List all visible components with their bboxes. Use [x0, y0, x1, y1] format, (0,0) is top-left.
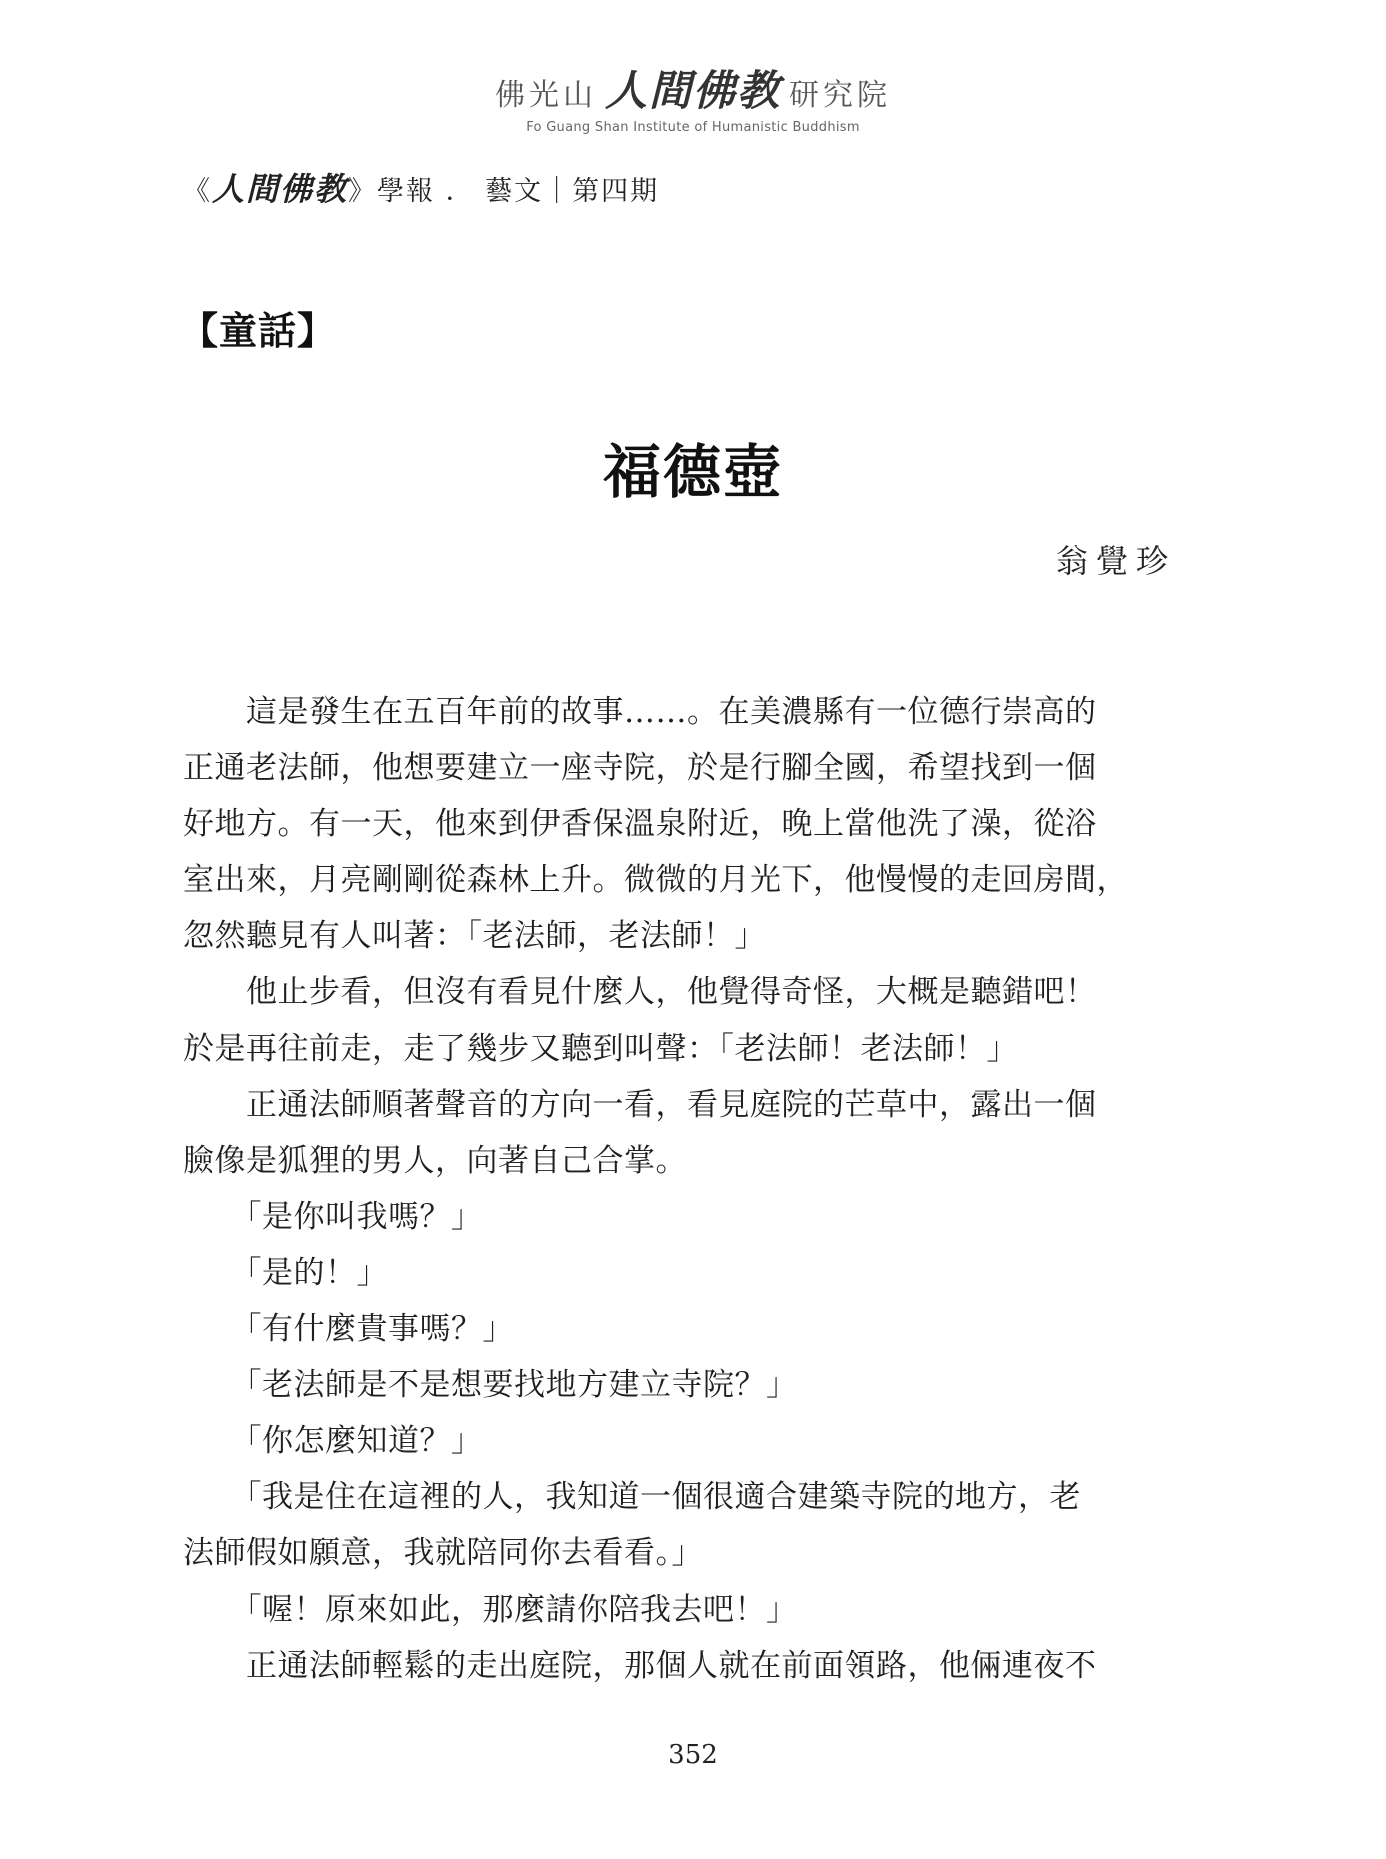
- journal-section-issue: 》學報 ． 藝文｜第四期: [348, 176, 660, 207]
- body-line: 臉像是狐狸的男人，向著自己合掌。: [183, 1142, 687, 1179]
- body-line: 室出來，月亮剛剛從森林上升。微微的月光下，他慢慢的走回房間，: [183, 862, 1128, 899]
- body-line: 他止步看，但沒有看見什麼人，他覺得奇怪，大概是聽錯吧！: [183, 974, 1097, 1011]
- page-number: 352: [668, 1740, 718, 1770]
- body-line: 這是發生在五百年前的故事……。在美濃縣有一位德行崇高的: [183, 694, 1097, 730]
- body-line: 正通老法師，他想要建立一座寺院，於是行腳全國，希望找到一個: [183, 750, 1097, 787]
- body-line: 「是你叫我嗎？」: [183, 1198, 483, 1235]
- institute-logo-text: 人間佛教: [604, 66, 781, 115]
- institute-name-right: 研究院: [789, 78, 891, 113]
- body-line: 正通法師順著聲音的方向一看，看見庭院的芒草中，露出一個: [183, 1086, 1097, 1123]
- article-body: [183, 684, 1178, 1694]
- body-line: 「有什麼貴事嗎？」: [183, 1311, 514, 1348]
- institute-name-line: [495, 58, 891, 118]
- body-line: 正通法師輕鬆的走出庭院，那個人就在前面領路，他倆連夜不: [183, 1647, 1097, 1684]
- body-line: 於是再往前走，走了幾步又聽到叫聲：「老法師！老法師！」: [183, 1030, 1018, 1067]
- body-line: 「老法師是不是想要找地方建立寺院？」: [183, 1367, 798, 1404]
- institute-english-name: Fo Guang Shan Institute of Humanistic Buddhism: [526, 120, 860, 135]
- journal-logo-text: 人間佛教: [212, 170, 349, 208]
- body-line: 「我是住在這裡的人，我知道一個很適合建築寺院的地方，老: [183, 1479, 1081, 1516]
- institute-name-left: 佛光山: [494, 78, 597, 113]
- body-line: 忽然聽見有人叫著：「老法師，老法師！」: [183, 918, 766, 955]
- body-line: 好地方。有一天，他來到伊香保溫泉附近，晚上當他洗了澡，從浴: [183, 806, 1097, 843]
- article-title: 福德壺: [602, 438, 783, 506]
- body-line: 法師假如願意，我就陪同你去看看。」: [183, 1535, 703, 1572]
- body-line: 「是的！」: [183, 1254, 388, 1291]
- body-line: 「喔！原來如此，那麼請你陪我去吧！」: [183, 1591, 798, 1628]
- journal-running-head: [183, 164, 659, 210]
- institute-header: [0, 58, 1386, 135]
- genre-label: 【童話】: [180, 308, 337, 353]
- body-line: 「你怎麼知道？」: [183, 1423, 483, 1460]
- journal-open-bracket: 《: [183, 176, 212, 207]
- article-author: 翁覺珍: [1055, 542, 1176, 580]
